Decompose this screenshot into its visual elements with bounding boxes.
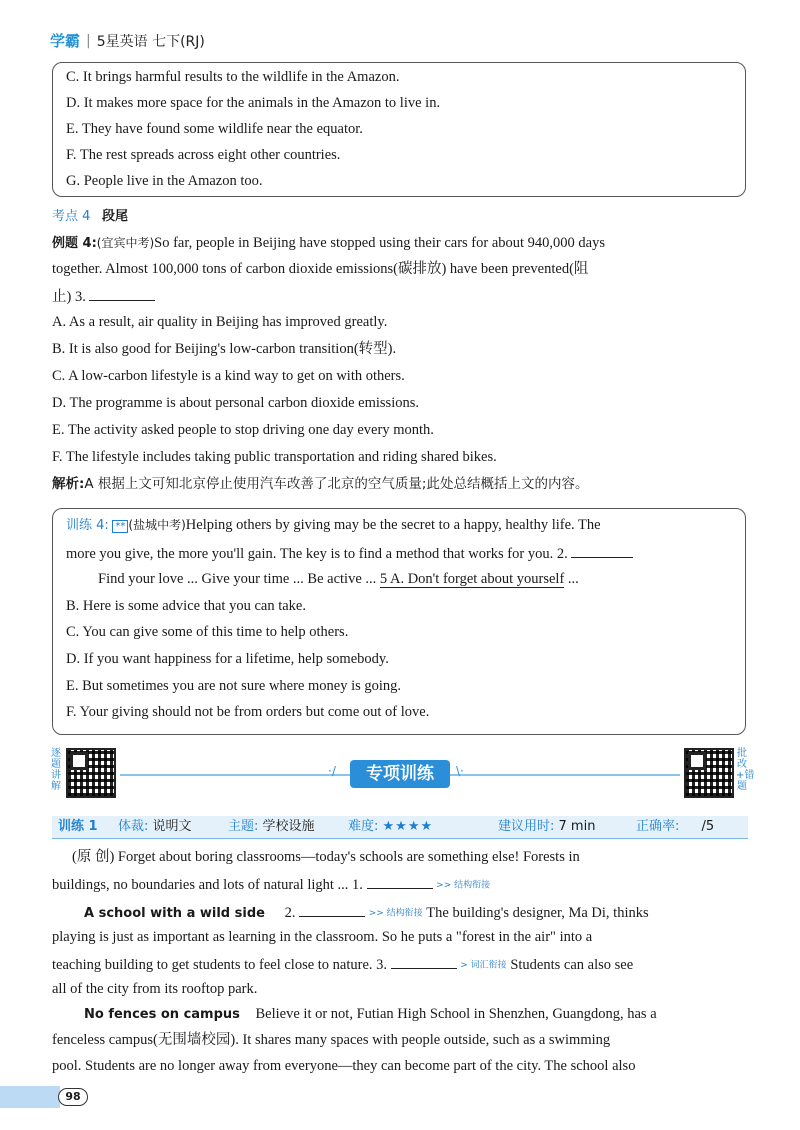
practice-line-3: [98, 569, 579, 589]
genre-value: 说明文: [152, 819, 192, 834]
practice-text-2: more you give, the more you'll gain. The key is to find a method that works for you. 2.: [66, 546, 568, 562]
analysis-text: A 根据上文可知北京停止使用汽车改善了北京的空气质量;此处总结概括上文的内容。: [84, 476, 589, 492]
header-divider: |: [86, 32, 91, 49]
topic: [228, 818, 315, 836]
practice-text-1: Helping others by giving may be the secret to a happy, healthy life. The: [185, 517, 601, 533]
example-source: (宜宾中考): [96, 236, 155, 250]
option-c: C. It brings harmful results to the wildlife in the Amazon.: [66, 69, 400, 85]
accuracy-value: /5: [701, 819, 715, 834]
option-e: E. They have found some wildlife near the equator.: [66, 121, 363, 137]
option-f: F. The rest spreads across eight other countries.: [66, 147, 341, 163]
accuracy: [636, 818, 714, 836]
genre-label: 体裁:: [118, 819, 149, 834]
example-line-1: [52, 233, 605, 254]
example-option-e: E. The activity asked people to stop driving one day every month.: [52, 422, 434, 438]
passage-heading-2: A school with a wild side: [84, 906, 265, 921]
hint-structure-1: >> 结构衔接: [436, 880, 491, 891]
answer-blank-2[interactable]: [571, 542, 633, 558]
difficulty-stars-icon: ★★★★: [382, 819, 434, 834]
answer-blank-1[interactable]: [367, 873, 433, 889]
book-title: 5星英语 七下(RJ): [96, 33, 205, 50]
hint-structure-2: >> 结构衔接: [368, 908, 423, 919]
passage-p3-c: pool. Students are no longer away from everyone—they can become part of the city. The school also: [52, 1058, 636, 1074]
page-number: 98: [58, 1088, 88, 1106]
example-text-1: So far, people in Beijing have stopped using their cars for about 940,000 days: [154, 235, 605, 251]
option-g: G. People live in the Amazon too.: [66, 173, 263, 189]
hint-vocab-3: > 词汇衔接: [460, 960, 507, 971]
practice-line-1: [66, 515, 601, 537]
section-heading: [52, 206, 128, 227]
training-label: [58, 818, 98, 836]
difficulty: [348, 818, 433, 836]
blank-number-2: 2.: [284, 905, 296, 921]
passage-heading-3: No fences on campus: [84, 1007, 240, 1022]
difficulty-label: 难度:: [348, 819, 379, 834]
practice-option-e: E. But sometimes you are not sure where money is going.: [66, 678, 402, 694]
example-line-3: [52, 285, 155, 307]
practice-source: (盐城中考): [128, 518, 186, 532]
example-option-f: F. The lifestyle includes taking public transportation and riding shared bikes.: [52, 449, 497, 465]
practice-option-c: C. You can give some of this time to help others.: [66, 624, 349, 640]
practice-line-2: [66, 542, 633, 564]
passage-p2-a-text: The building's designer, Ma Di, thinks: [426, 905, 649, 921]
passage-p3-b: fenceless campus(无围墙校园). It shares many spaces with people outside, such as a swimming: [52, 1032, 611, 1048]
practice-text-3-underlined: 5 A. Don't forget about yourself: [379, 571, 565, 587]
option-d: D. It makes more space for the animals in the Amazon to live in.: [66, 95, 441, 111]
passage-p2-d: all of the city from its rooftop park.: [52, 981, 258, 997]
qr-code-right-icon[interactable]: [684, 748, 734, 798]
answer-blank-3b[interactable]: [391, 953, 457, 969]
passage-p1-b: [52, 873, 490, 896]
example-label: 例题 4:: [52, 236, 97, 251]
analysis-label: 解析:: [52, 476, 85, 492]
topic-value: 学校设施: [262, 819, 315, 834]
passage-p2-c-tail: Students can also see: [510, 957, 634, 973]
answer-blank-2b[interactable]: [299, 901, 365, 917]
passage-p3-a: [84, 1004, 657, 1025]
suggested-time: [498, 818, 595, 836]
right-side-label: 批改+错题: [736, 748, 755, 792]
section-banner: 专项训练: [350, 760, 450, 788]
banner-right-ornament-icon: \·: [456, 764, 464, 778]
training-label-text: 训练 1: [58, 819, 98, 834]
passage-p1-a: (原 创) Forget about boring classrooms—today's schools are something else! Forests in: [72, 849, 580, 865]
passage-p2-a: [84, 901, 649, 924]
example-text-3: 止) 3.: [52, 289, 86, 305]
practice-label: 训练 4:: [66, 518, 109, 533]
practice-text-3-lead: Find your love ... Give your time ... Be active ...: [98, 571, 380, 587]
practice-option-d: D. If you want happiness for a lifetime, help somebody.: [66, 651, 389, 667]
passage-p1-b-text: buildings, no boundaries and lots of natural light ... 1.: [52, 877, 363, 893]
genre: [118, 818, 192, 836]
answer-blank-3[interactable]: [89, 285, 155, 301]
passage-p2-b: playing is just as important as learning in the classroom. So he puts a "forest in the air" into a: [52, 929, 593, 945]
practice-option-f: F. Your giving should not be from orders but come out of love.: [66, 704, 430, 720]
section-title: 段尾: [102, 209, 129, 224]
time-value: 7 min: [558, 819, 596, 834]
header-brand: [50, 30, 205, 51]
level-badge-icon: **: [112, 520, 128, 533]
left-side-label: 逐题讲解: [51, 748, 61, 792]
topic-label: 主题:: [228, 819, 259, 834]
practice-option-b: B. Here is some advice that you can take.: [66, 598, 306, 614]
passage-p3-a-text: Believe it or not, Futian High School in Shenzhen, Guangdong, has a: [255, 1006, 657, 1022]
banner-left-ornament-icon: ·/: [328, 764, 336, 778]
example-line-2: together. Almost 100,000 tons of carbon dioxide emissions(碳排放) have been prevented(阻: [52, 261, 589, 277]
practice-text-3-tail: ...: [564, 571, 579, 587]
passage-p2-c: [52, 953, 633, 976]
section-label: 考点 4: [52, 209, 91, 224]
example-option-c: C. A low-carbon lifestyle is a kind way to get on with others.: [52, 368, 405, 384]
page-tab-decoration: [0, 1086, 60, 1108]
qr-code-left-icon[interactable]: [66, 748, 116, 798]
accuracy-label: 正确率:: [636, 819, 680, 834]
example-option-a: A. As a result, air quality in Beijing has improved greatly.: [52, 314, 388, 330]
passage-p2-c-text: teaching building to get students to feel close to nature. 3.: [52, 957, 388, 973]
time-label: 建议用时:: [498, 819, 555, 834]
training-info-rule: [52, 838, 748, 839]
example-option-b: B. It is also good for Beijing's low-carbon transition(转型).: [52, 341, 397, 357]
analysis: [52, 474, 588, 494]
brand-logo: 学霸: [50, 32, 81, 50]
example-option-d: D. The programme is about personal carbon dioxide emissions.: [52, 395, 419, 411]
